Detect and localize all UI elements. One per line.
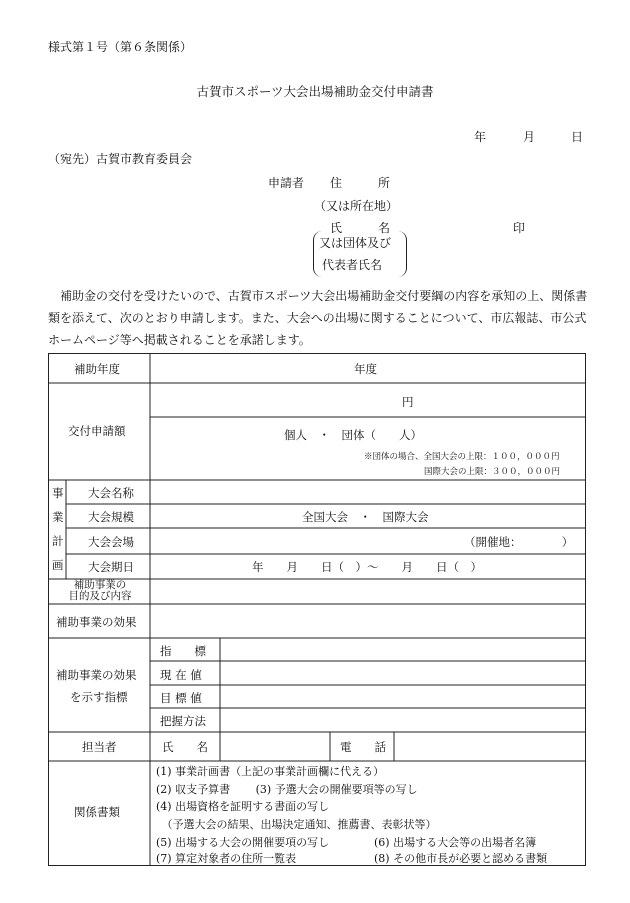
individual-group-choice: 個人 ・ 団体（ 人） xyxy=(284,428,422,442)
document-title: 古賀市スポーツ大会出場補助金交付申請書 xyxy=(196,84,434,99)
indicator-row-current: 現 在 値 xyxy=(160,668,202,682)
application-table xyxy=(48,353,586,866)
address-alt-label: （又は所在地） xyxy=(314,199,399,213)
date-month: 月 xyxy=(523,130,536,144)
fiscal-year-value: 年度 xyxy=(354,362,377,376)
representative-line-1: 又は団体及び xyxy=(319,236,392,250)
list-item: (6) 出場する大会等の出場者名簿 xyxy=(374,836,537,849)
list-item: (5) 出場する大会の開催要項の写し xyxy=(156,836,330,849)
list-item: (8) その他市長が必要と認める書類 xyxy=(374,852,548,865)
effect-label: 補助事業の効果 xyxy=(56,615,137,629)
contact-phone-label: 電 話 xyxy=(340,740,386,754)
contact-name-label: 氏 名 xyxy=(162,740,208,754)
indicator-row-method: 把握方法 xyxy=(160,714,206,728)
amount-label: 交付申請額 xyxy=(68,424,126,438)
related-docs-list xyxy=(156,763,437,833)
fiscal-year-label: 補助年度 xyxy=(74,362,120,376)
representative-line-2: 代表者氏名 xyxy=(322,258,383,272)
list-item: (1) 事業計画書（上記の事業計画欄に代える） xyxy=(156,765,385,778)
address-label-2: 所 xyxy=(378,176,391,190)
indicator-label-1: 補助事業の効果 xyxy=(56,668,137,682)
event-scale-value: 全国大会 ・ 国際大会 xyxy=(302,510,429,524)
list-item: (2) 収支予算書 (3) 予選大会の開催要項等の写し xyxy=(156,782,418,796)
name-label-2: 名 xyxy=(378,221,391,235)
plan-char-1: 事 xyxy=(52,486,64,500)
list-item: （予選大会の結果、出場決定通知、推薦書、表彰状等） xyxy=(156,817,437,831)
yen-unit: 円 xyxy=(402,395,414,409)
name-label-1: 氏 xyxy=(330,221,343,235)
group-limit-note-international: 国際大会の上限：３００，０００円 xyxy=(424,467,561,477)
date-day: 日 xyxy=(571,130,584,144)
list-item: (4) 出場資格を証明する書面の写し xyxy=(156,800,330,813)
application-statement: 補助金の交付を受けたいので、古賀市スポーツ大会出場補助金交付要綱の内容を承知の上、関係書類を添えて、次のとおり申請します。また、大会への出場に関することについて、市広報誌、市公式ホームページ等へ掲載されることを承諾します。 xyxy=(48,289,588,347)
applicant-label: 申請者 xyxy=(268,176,305,190)
indicator-row-target: 目 標 値 xyxy=(160,691,202,705)
event-scale-label: 大会規模 xyxy=(88,510,134,524)
addressee: （宛先）古賀市教育委員会 xyxy=(48,152,193,166)
venue-value: （開催地： ） xyxy=(464,535,574,549)
address-label-1: 住 xyxy=(330,176,343,190)
purpose-label: 補助事業の 目的及び内容 xyxy=(68,579,132,602)
contact-label: 担当者 xyxy=(82,740,117,754)
indicator-label-2: を示す指標 xyxy=(70,690,128,704)
form-number: 様式第１号（第６条関係） xyxy=(48,40,193,54)
related-docs-label: 関係書類 xyxy=(74,805,120,819)
event-name-label: 大会名称 xyxy=(88,486,134,500)
plan-char-4: 画 xyxy=(52,558,64,572)
plan-char-3: 計 xyxy=(52,534,64,548)
list-item: (7) 算定対象者の住所一覧表 xyxy=(156,852,297,865)
event-period-value: 年 月 日（ ）～ 月 日（ ） xyxy=(252,560,482,574)
plan-char-2: 業 xyxy=(52,510,64,524)
group-limit-note-national: ※団体の場合、全国大会の上限：１００，０００円 xyxy=(364,452,560,462)
venue-label: 大会会場 xyxy=(88,535,134,549)
indicator-row-indicator: 指 標 xyxy=(160,644,206,658)
seal-mark: 印 xyxy=(513,221,526,235)
event-period-label: 大会期日 xyxy=(88,560,134,574)
representative-bracket xyxy=(313,231,407,277)
date-year: 年 xyxy=(474,130,487,144)
